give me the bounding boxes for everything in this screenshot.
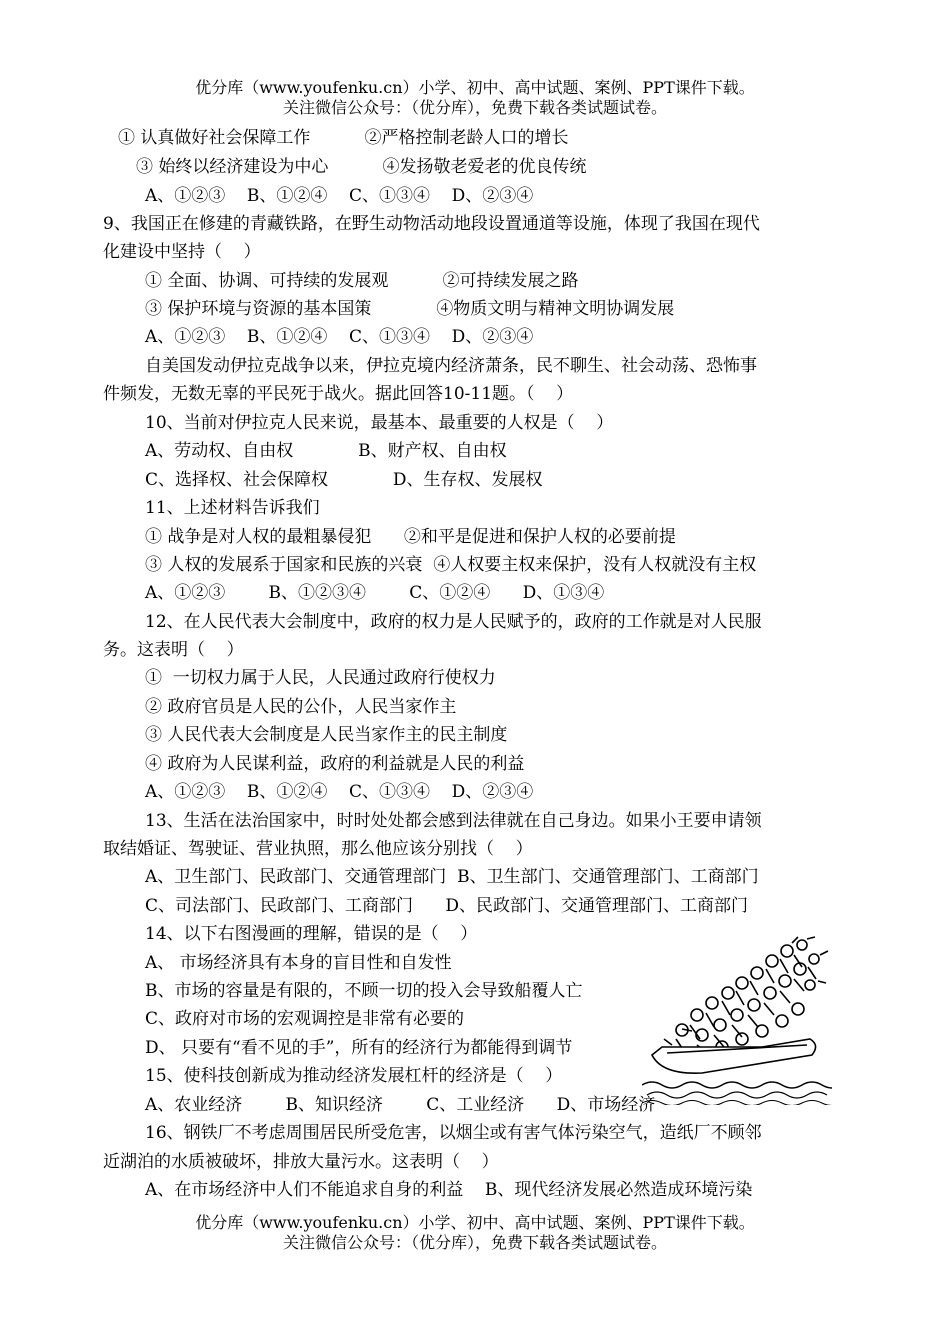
q13-stem-line1: 13、生活在法治国家中，时时处处都会感到法律就在自己身边。如果小王要申请领 — [145, 811, 762, 831]
q9-choices: A、①②③ B、①②④ C、①③④ D、②③④ — [145, 327, 534, 347]
q12-choices: A、①②③ B、①②④ C、①③④ D、②③④ — [145, 782, 534, 802]
q16-stem-line2: 近湖泊的水质被破坏，排放大量污水。这表明（ ） — [103, 1152, 499, 1172]
q10-options-ab: A、劳动权、自由权 B、财产权、自由权 — [145, 441, 507, 461]
material-line1: 自美国发动伊拉克战争以来，伊拉克境内经济萧条，民不聊生、社会动荡、恐怖事 — [145, 356, 757, 376]
q8-options-3-4: ③ 始终以经济建设为中心 ④发扬敬老爱老的优良传统 — [136, 157, 587, 177]
q8-choices: A、①②③ B、①②④ C、①③④ D、②③④ — [145, 186, 534, 206]
page-footer-line2: 关注微信公众号：（优分库），免费下载各类试题试卷。 — [282, 1233, 667, 1252]
q13-options-cd: C、司法部门、民政部门、工商部门 D、民政部门、交通管理部门、工商部门 — [145, 896, 749, 916]
q12-option-2: ② 政府官员是人民的公仆，人民当家作主 — [145, 697, 457, 717]
q14-stem: 14、以下右图漫画的理解，错误的是（ ） — [145, 924, 478, 944]
q14-option-a: A、 市场经济具有本身的盲目性和自发性 — [145, 953, 452, 973]
q14-option-b: B、市场的容量是有限的，不顾一切的投入会导致船覆人亡 — [145, 981, 583, 1001]
page-header-line1: 优分库（www.youfenku.cn）小学、初中、高中试题、案例、PPT课件下载。 — [195, 78, 755, 97]
q9-options-3-4: ③ 保护环境与资源的基本国策 ④物质文明与精神文明协调发展 — [145, 299, 675, 319]
water-wave-icon — [642, 1082, 832, 1088]
q16-stem-line1: 16、钢铁厂不考虑周围居民所受危害，以烟尘或有害气体污染空气，造纸厂不顾邻 — [145, 1123, 762, 1143]
q12-stem-line1: 12、在人民代表大会制度中，政府的权力是人民赋予的，政府的工作就是对人民服 — [145, 612, 762, 632]
q11-stem: 11、上述材料告诉我们 — [145, 498, 320, 518]
q15-stem: 15、使科技创新成为推动经济发展杠杆的经济是（ ） — [145, 1066, 563, 1086]
q9-stem-line2: 化建设中坚持（ ） — [103, 242, 261, 262]
q12-option-4: ④ 政府为人民谋利益，政府的利益就是人民的利益 — [145, 754, 525, 774]
q13-options-ab: A、卫生部门、民政部门、交通管理部门 B、卫生部门、交通管理部门、工商部门 — [145, 867, 759, 887]
q10-options-cd: C、选择权、社会保障权 D、生存权、发展权 — [145, 470, 543, 490]
q16-options-ab: A、在市场经济中人们不能追求自身的利益 B、现代经济发展必然造成环境污染 — [145, 1180, 753, 1200]
q15-choices: A、农业经济 B、知识经济 C、工业经济 D、市场经济 — [145, 1095, 656, 1115]
boat-hull-icon — [652, 1039, 816, 1073]
q12-stem-line2: 务。这表明（ ） — [103, 640, 244, 660]
crowd-figures-icon — [664, 937, 828, 1055]
q11-options-1-2: ① 战争是对人权的最粗暴侵犯 ②和平是促进和保护人权的必要前提 — [145, 527, 676, 547]
q14-option-d: D、 只要有“看不见的手”，所有的经济行为都能得到调节 — [145, 1038, 573, 1058]
page-header-line2: 关注微信公众号：（优分库），免费下载各类试题试卷。 — [282, 98, 667, 117]
q9-options-1-2: ① 全面、协调、可持续的发展观 ②可持续发展之路 — [145, 271, 579, 291]
q9-stem-line1: 9、我国正在修建的青藏铁路，在野生动物活动地段设置通道等设施，体现了我国在现代 — [103, 214, 760, 234]
page-footer-line1: 优分库（www.youfenku.cn）小学、初中、高中试题、案例、PPT课件下载。 — [195, 1213, 755, 1232]
overloaded-boat-cartoon — [642, 935, 832, 1105]
q12-option-3: ③ 人民代表大会制度是人民当家作主的民主制度 — [145, 725, 508, 745]
q13-stem-line2: 取结婚证、驾驶证、营业执照，那么他应该分别找（ ） — [103, 839, 533, 859]
q14-option-c: C、政府对市场的宏观调控是非常有必要的 — [145, 1009, 465, 1029]
q11-choices: A、①②③ B、①②③④ C、①②④ D、①③④ — [145, 583, 605, 603]
material-line2: 件频发，无数无辜的平民死于战火。据此回答10-11题。（ ） — [103, 384, 574, 404]
q12-option-1: ① 一切权力属于人民，人民通过政府行使权力 — [145, 668, 496, 688]
q8-options-1-2: ① 认真做好社会保障工作 ②严格控制老龄人口的增长 — [118, 128, 569, 148]
q11-options-3-4: ③ 人权的发展系于国家和民族的兴衰 ④人权要主权来保护，没有人权就没有主权 — [145, 555, 757, 575]
q10-stem: 10、当前对伊拉克人民来说，最基本、最重要的人权是（ ） — [145, 413, 614, 433]
